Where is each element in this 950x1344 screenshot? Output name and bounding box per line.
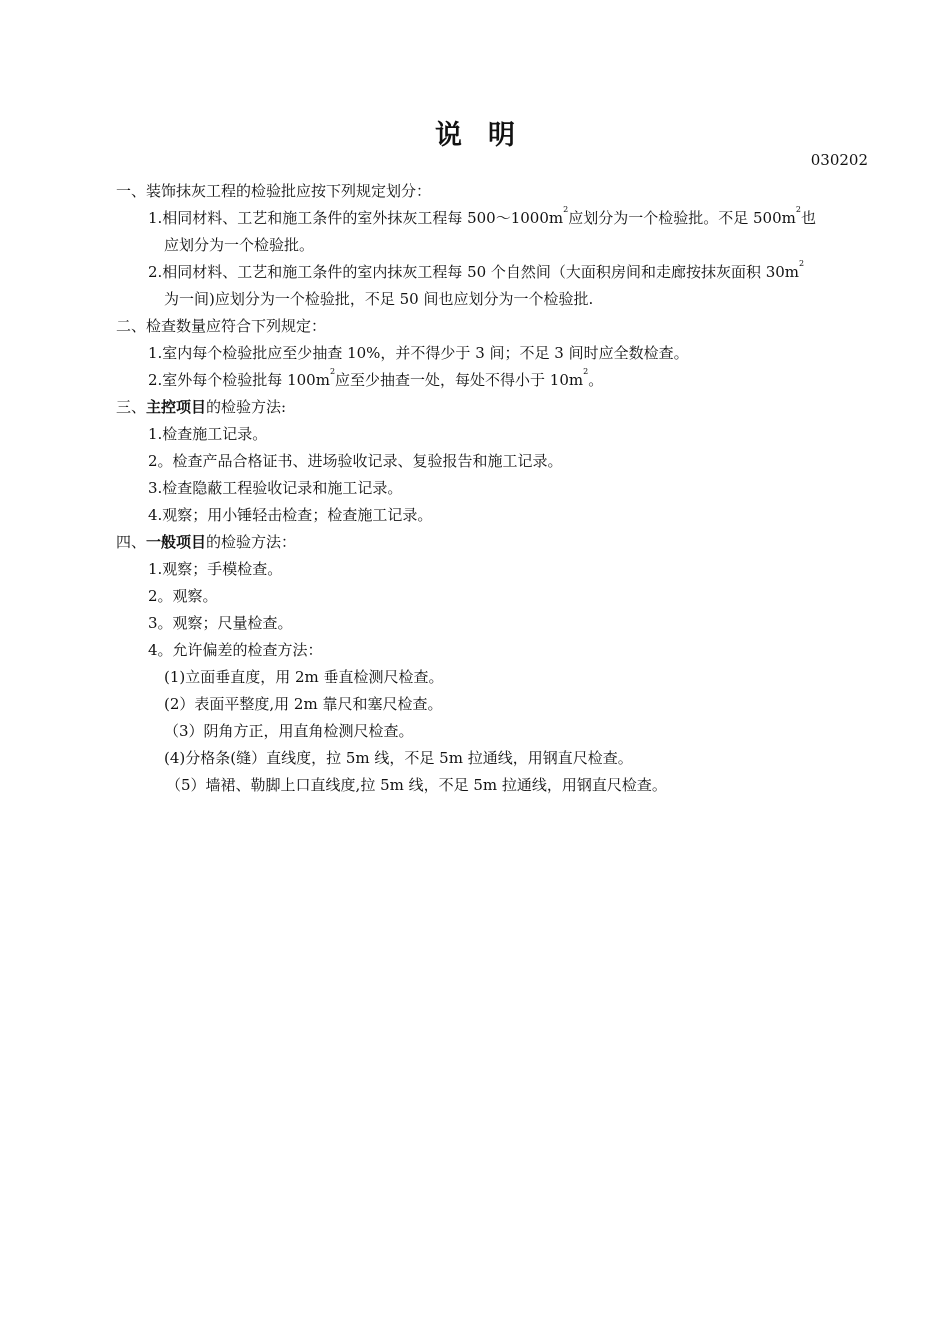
section-4-item: 2。观察。	[148, 587, 218, 605]
section-1-item-2-continued: 为一间)应划分为一个检验批，不足 50 间也应划分为一个检验批.	[164, 290, 594, 308]
section-4-item: 3。观察；尺量检查。	[148, 614, 293, 632]
section-4-subitem: (1)立面垂直度，用 2m 垂直检测尺检查。	[164, 668, 444, 686]
section-2-item-2: 2.室外每个检验批每 $100m^2$应至少抽查一处，每处不得小于 $10m^2$。	[148, 367, 604, 389]
document-body	[116, 178, 872, 799]
section-2-item-1: 1.室内每个检验批应至少抽查 10%，并不得少于 3 间；不足 3 间时应全数检查。	[148, 344, 689, 362]
page-title: 说明	[435, 120, 541, 151]
document-code: 030202	[810, 151, 868, 169]
section-4-heading: 四、一般项目的检验方法：	[116, 533, 297, 551]
section-4-subitem: （5）墙裙、勒脚上口直线度,拉 5m 线，不足 5m 拉通线，用钢直尺检查。	[166, 776, 667, 794]
section-4-item: 4。允许偏差的检查方法：	[148, 641, 323, 659]
section-2-heading: 二、检查数量应符合下列规定：	[116, 317, 327, 335]
section-1-item-1-continued: 应划分为一个检验批。	[164, 236, 315, 254]
section-1-heading: 一、装饰抹灰工程的检验批应按下列规定划分：	[116, 182, 432, 200]
section-3-item: 1.检查施工记录。	[148, 425, 268, 443]
section-4-item: 1.观察；手模检查。	[148, 560, 283, 578]
section-3-heading: 三、主控项目的检验方法:	[116, 398, 287, 416]
section-3-item: 3.检查隐蔽工程验收记录和施工记录。	[148, 479, 403, 497]
section-4-subitem: (2）表面平整度,用 2m 靠尺和塞尺检查。	[164, 695, 443, 713]
section-4-subitem: (4)分格条(缝）直线度，拉 5m 线，不足 5m 拉通线，用钢直尺检查。	[164, 749, 633, 767]
section-3-item: 2。检查产品合格证书、进场验收记录、复验报告和施工记录。	[148, 452, 563, 470]
section-4-subitem: （3）阴角方正，用直角检测尺检查。	[164, 722, 414, 740]
section-1-item-2: 2.相同材料、工艺和施工条件的室内抹灰工程每 50 个自然间（大面积房间和走廊按抹灰面积 $30m^2$	[148, 259, 805, 281]
section-1-item-1: 1.相同材料、工艺和施工条件的室外抹灰工程每 $500\sim 1000m^2$应划分为一个检验批。不足 $500m^2$也	[148, 205, 816, 227]
section-3-item: 4.观察；用小锤轻击检查；检查施工记录。	[148, 506, 433, 524]
